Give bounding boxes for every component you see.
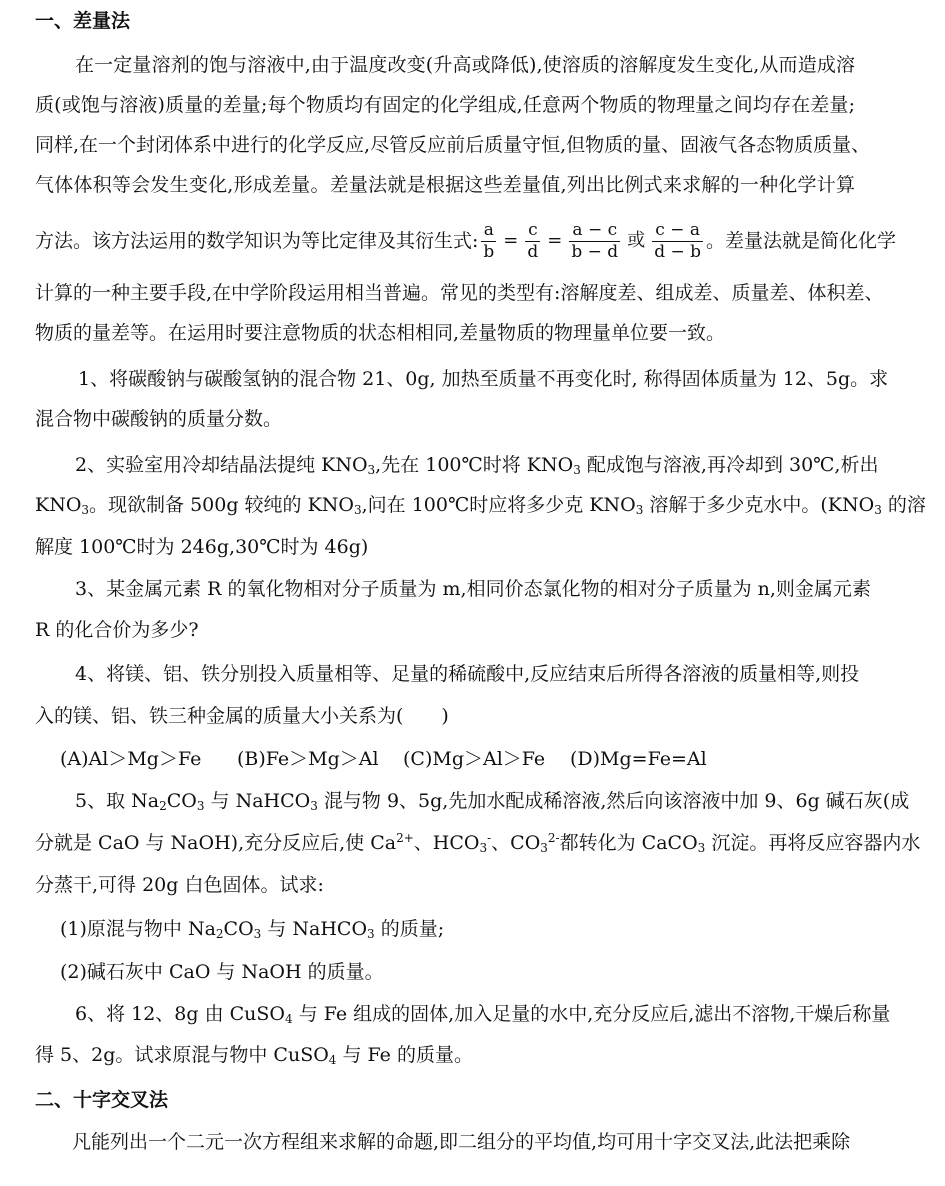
question-4-option-d: (D)Mg=Fe=Al	[570, 748, 707, 770]
fraction-denominator: b − d	[571, 241, 619, 262]
subscript: 4	[328, 1053, 337, 1067]
intro-line-3: 同样,在一个封闭体系中进行的化学反应,尽管反应前后质量守恒,但物质的量、固液气各态物质质量、	[35, 134, 871, 156]
subscript: 3	[635, 503, 644, 517]
question-4-option-a: (A)Al＞Mg＞Fe	[60, 748, 202, 770]
subscript: 3	[253, 927, 262, 941]
text-run: 、CO	[491, 832, 541, 854]
intro-line-5-formula	[35, 216, 896, 266]
question-6-line-2	[35, 1046, 473, 1065]
text-run: CO	[166, 790, 197, 812]
text-run: 配成饱与溶液,再冷却到 30℃,析出	[580, 454, 879, 476]
text-run: 的质量;	[374, 918, 445, 940]
subscript: 3	[367, 927, 375, 941]
cross-method-line-1: 凡能列出一个二元一次方程组来求解的命题,即二组分的平均值,均可用十字交叉法,此法把乘除	[72, 1131, 851, 1153]
text-run: 沉淀。再将反应容器内水	[705, 832, 921, 854]
text-run: CO	[223, 918, 254, 940]
fraction-numerator: c	[528, 220, 538, 241]
text-run: ,问在 100℃时应将多少克 KNO	[361, 494, 636, 516]
fraction-denominator: d	[527, 241, 539, 262]
intro-line-5-prefix: 方法。该方法运用的数学知识为等比定律及其衍生式:	[35, 229, 479, 252]
question-5-line-2	[35, 831, 921, 855]
text-run: 。现欲制备 500g 较纯的 KNO	[89, 494, 354, 516]
fraction-a-minus-c	[569, 220, 620, 262]
intro-line-1: 在一定量溶剂的饱与溶液中,由于温度改变(升高或降低),使溶质的溶解度发生变化,从而造成溶	[75, 54, 855, 76]
text-run: 与 NaHCO	[261, 918, 368, 940]
question-2-line-1	[75, 456, 878, 475]
fraction-numerator: a − c	[572, 220, 618, 241]
fraction-c-minus-a	[652, 220, 703, 262]
question-4-line-1: 4、将镁、铝、铁分别投入质量相等、足量的稀硫酸中,反应结束后所得各溶液的质量相等,则投	[75, 663, 860, 685]
question-5-line-3: 分蒸干,可得 20g 白色固体。试求:	[35, 874, 324, 896]
subscript: 3	[81, 503, 90, 517]
subscript: 3	[697, 841, 706, 855]
equals-sign: =	[547, 230, 563, 251]
subscript: 3	[479, 841, 488, 855]
superscript: 2-	[547, 831, 560, 845]
superscript: 2+	[396, 831, 414, 845]
intro-line-2: 质(或饱与溶液)质量的差量;每个物质均有固定的化学组成,任意两个物质的物理量之间均存在差量;	[35, 94, 855, 116]
text-run: 5、取 Na	[75, 790, 160, 812]
text-run: 分就是 CaO 与 NaOH),充分反应后,使 Ca	[35, 832, 397, 854]
question-1-line-1: 1、将碳酸钠与碳酸氢钠的混合物 21、0g, 加热至质量不再变化时, 称得固体质量为 12、5g。求	[78, 368, 889, 390]
subscript: 3	[354, 503, 362, 517]
equals-sign: =	[503, 230, 519, 251]
subscript: 3	[874, 503, 882, 517]
question-4-option-b: (B)Fe＞Mg＞Al	[237, 748, 379, 770]
text-run: 溶解于多少克水中。(KNO	[643, 494, 875, 516]
question-2-line-3: 解度 100℃时为 246g,30℃时为 46g)	[35, 536, 369, 558]
fraction-denominator: b	[483, 241, 495, 262]
subscript: 3	[196, 799, 205, 813]
subscript: 2	[215, 927, 224, 941]
text-run: 6、将 12、8g 由 CuSO	[75, 1003, 286, 1025]
question-1-line-2: 混合物中碳酸钠的质量分数。	[35, 408, 283, 430]
text-run: 混与物 9、5g,先加水配成稀溶液,然后向该溶液中加 9、6g 碱石灰(成	[317, 790, 910, 812]
intro-line-4: 气体体积等会发生变化,形成差量。差量法就是根据这些差量值,列出比例式来求解的一种化学计算	[35, 174, 855, 196]
text-run: 2、实验室用冷却结晶法提纯 KNO	[75, 454, 368, 476]
question-2-line-2	[35, 496, 926, 515]
text-run: ,先在 100℃时将 KNO	[375, 454, 574, 476]
fraction-denominator: d − b	[654, 241, 702, 262]
subscript: 3	[310, 799, 318, 813]
subscript: 3	[573, 463, 581, 477]
section-heading-cross-method: 二、十字交叉法	[35, 1089, 169, 1111]
intro-line-7: 物质的量差等。在运用时要注意物质的状态相相同,差量物质的物理量单位要一致。	[35, 322, 726, 344]
subscript: 3	[367, 463, 376, 477]
question-6-line-1	[75, 1005, 890, 1024]
text-run: (1)原混与物中 Na	[60, 918, 216, 940]
or-word: 或	[627, 230, 646, 251]
intro-line-5-suffix: 。差量法就是简化化学	[706, 229, 897, 252]
text-run: KNO	[35, 494, 82, 516]
question-5-sub-2: (2)碱石灰中 CaO 与 NaOH 的质量。	[60, 961, 384, 983]
text-run: 、HCO	[413, 832, 480, 854]
question-4-line-2: 入的镁、铝、铁三种金属的质量大小关系为( )	[35, 705, 449, 727]
fraction-a-over-b	[481, 220, 496, 262]
subscript: 3	[540, 841, 548, 855]
subscript: 2	[159, 799, 167, 813]
intro-line-6: 计算的一种主要手段,在中学阶段运用相当普遍。常见的类型有:溶解度差、组成差、质量差、体积差、	[35, 282, 884, 304]
section-heading-difference-method: 一、差量法	[35, 10, 131, 32]
text-run: 都转化为 CaCO	[559, 832, 698, 854]
subscript: 4	[285, 1012, 293, 1026]
question-5-sub-1	[60, 920, 444, 939]
fraction-numerator: a	[483, 220, 494, 241]
text-run: 与 Fe 组成的固体,加入足量的水中,充分反应后,滤出不溶物,干燥后称量	[292, 1003, 891, 1025]
text-run: 与 Fe 的质量。	[336, 1044, 473, 1066]
fraction-numerator: c − a	[655, 220, 700, 241]
question-3-line-1: 3、某金属元素 R 的氧化物相对分子质量为 m,相同价态氯化物的相对分子质量为 n,则金属元素	[75, 578, 871, 600]
question-4-option-c: (C)Mg＞Al＞Fe	[403, 748, 546, 770]
text-run: 与 NaHCO	[204, 790, 311, 812]
question-3-line-2: R 的化合价为多少?	[35, 619, 199, 641]
text-run: 的溶	[881, 494, 926, 516]
text-run: 得 5、2g。试求原混与物中 CuSO	[35, 1044, 329, 1066]
fraction-c-over-d	[525, 220, 540, 262]
superscript: -	[487, 831, 492, 845]
question-5-line-1	[75, 792, 909, 811]
